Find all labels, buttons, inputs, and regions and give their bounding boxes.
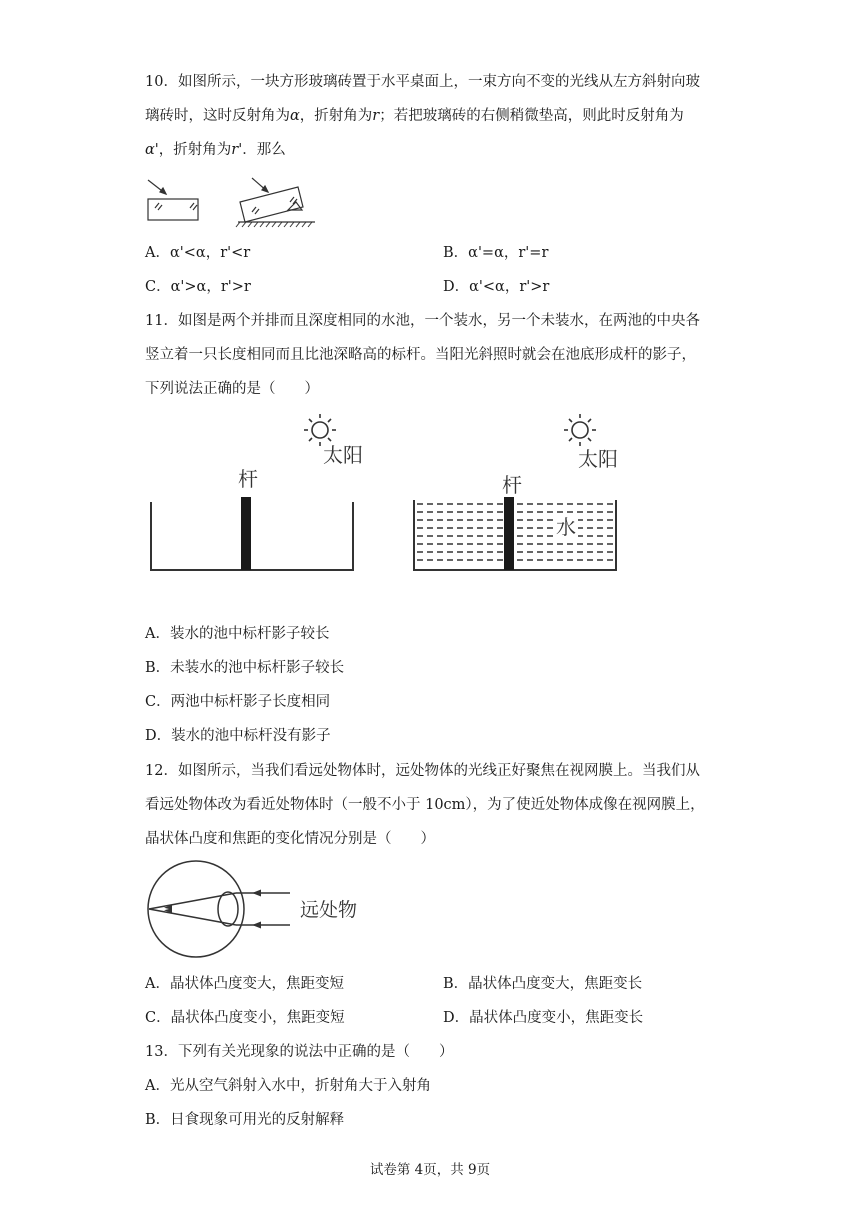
q11-sun-right	[564, 414, 596, 446]
q11-option-d[interactable]: D．装水的池中标杆没有影子	[145, 728, 331, 744]
q11-pool-water	[414, 500, 616, 570]
q10-ray-arrow-left	[160, 188, 166, 194]
q10-table-hatch	[236, 222, 312, 227]
q11-pool-empty	[151, 502, 353, 570]
q10-text-line2-c: ；若把玻璃砖的右侧稍微垫高，则此时反射角为	[379, 108, 684, 124]
q10-option-b[interactable]: B．α'=α，r'=r	[443, 245, 549, 261]
q12-far-object-label: 远处物	[300, 899, 358, 921]
q10-alpha-prime: α'	[145, 142, 159, 158]
q10-option-d[interactable]: D．α'<α，r'>r	[443, 279, 550, 295]
q13-option-b[interactable]: B．日食现象可用光的反射解释	[145, 1112, 345, 1128]
q11-water-label: 水	[556, 515, 576, 539]
q11-water-lines	[417, 504, 614, 560]
q10-text-line2-a: 璃砖时，这时反射角为	[145, 108, 290, 124]
q10-text-line2	[145, 106, 684, 126]
q11-pole-label-left: 杆	[238, 467, 258, 491]
q12-option-c[interactable]: C．晶状体凸度变小，焦距变短	[145, 1010, 345, 1026]
q11-pole-right	[504, 497, 514, 570]
q11-option-c[interactable]: C．两池中标杆影子长度相同	[145, 694, 331, 710]
q12-figure-eye	[140, 858, 380, 960]
q12-option-d[interactable]: D．晶状体凸度变小，焦距变长	[443, 1010, 644, 1026]
q12-ray-converge-top	[149, 893, 236, 909]
q11-text-line1: 11．如图是两个并排而且深度相同的水池，一个装水，另一个未装水，在两池的中央各	[145, 313, 700, 329]
q11-option-a[interactable]: A．装水的池中标杆影子较长	[145, 626, 330, 642]
q12-lens	[218, 892, 238, 926]
q12-option-b[interactable]: B．晶状体凸度变大，焦距变长	[443, 976, 643, 992]
q12-text-line2: 看远处物体改为看近处物体时（一般不小于 10cm），为了使近处物体成像在视网膜上，	[145, 797, 705, 813]
q11-pole-label-right: 杆	[502, 473, 522, 497]
q10-r-prime: r'	[231, 142, 243, 158]
q12-text-line3: 晶状体凸度和焦距的变化情况分别是（ ）	[145, 831, 435, 847]
q10-text-line3-b: ．那么	[242, 142, 286, 158]
q10-option-c[interactable]: C．α'>α，r'>r	[145, 279, 251, 295]
q11-sun-label-left: 太阳	[323, 443, 363, 467]
q12-text-line1: 12．如图所示，当我们看远处物体时，远处物体的光线正好聚焦在视网膜上。当我们从	[145, 763, 700, 779]
q11-text-line2: 竖立着一只长度相同而且比池深略高的标杆。当阳光斜照时就会在池底形成杆的影子，	[145, 347, 696, 363]
q10-r: r	[372, 108, 380, 124]
q10-text-line3	[145, 140, 286, 160]
q11-text-line3: 下列说法正确的是（ ）	[145, 381, 319, 397]
q10-text-line2-b: ，折射角为	[299, 108, 373, 124]
q13-option-a[interactable]: A．光从空气斜射入水中，折射角大于入射角	[145, 1078, 431, 1094]
q10-alpha: α	[290, 108, 300, 124]
q12-arrow-bottom	[252, 922, 261, 929]
q10-text-line3-a: ，折射角为	[158, 142, 232, 158]
q11-sun-label-right: 太阳	[578, 447, 618, 471]
q12-option-a[interactable]: A．晶状体凸度变大，焦距变短	[145, 976, 344, 992]
q13-text-line1: 13．下列有关光现象的说法中正确的是（ ）	[145, 1044, 454, 1060]
q12-eyeball	[148, 861, 244, 957]
q10-brick-flat	[148, 199, 198, 220]
q10-option-a[interactable]: A．α'<α，r'<r	[145, 245, 251, 261]
q11-option-b[interactable]: B．未装水的池中标杆影子较长	[145, 660, 345, 676]
q11-sun-left	[304, 414, 336, 446]
q11-figure-pools	[140, 408, 640, 578]
q10-figure-glass-brick	[140, 172, 320, 230]
page-footer: 试卷第 4页，共 9页	[369, 1162, 491, 1178]
q12-arrow-top	[252, 890, 261, 897]
q11-pole-left	[241, 497, 251, 570]
q12-ray-converge-bottom	[149, 909, 236, 925]
q10-text-line1: 10．如图所示，一块方形玻璃砖置于水平桌面上，一束方向不变的光线从左方斜射向玻	[145, 74, 700, 90]
